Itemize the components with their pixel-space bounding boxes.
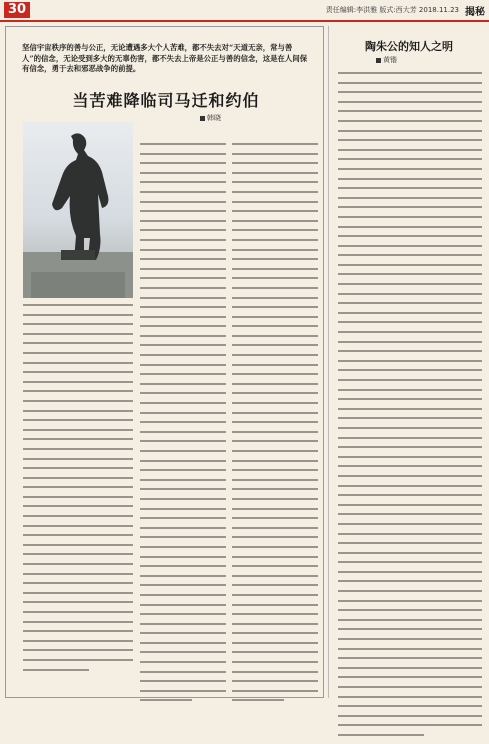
left-col-3-text [232,143,318,709]
left-col-1-text [23,304,133,678]
right-article-byline [376,55,397,65]
section-name: 揭秘 [465,7,485,18]
column-divider [328,26,329,698]
header-meta: 责任编辑:李洪雅 版式:西大芳 2018.11.23 [325,6,459,14]
right-article-title: 陶朱公的知人之明 [365,40,453,53]
byline-marker-icon [376,58,381,63]
left-col-2-text [140,143,226,709]
statue-photo [23,122,133,298]
right-byline-name: 黄锴 [383,56,397,64]
page-number: 30 [4,2,30,18]
article-intro: 坚信宇宙秩序的善与公正，无论遭遇多大个人苦难，都不失去对“天道无亲，常与善人”的信念，无论受到多大的无辜伤害，都不失去上帝是公正与善的信念，这是在人间保有信念，勇于去和邪恶战争的前提。 [22,43,308,73]
article-title: 当苦难降临司马迁和约伯 [72,91,260,110]
article-byline [200,113,221,123]
byline-marker-icon [200,116,205,121]
statue-illustration [23,122,133,298]
byline-name: 韩晓 [207,114,221,122]
right-article-text [338,72,482,744]
